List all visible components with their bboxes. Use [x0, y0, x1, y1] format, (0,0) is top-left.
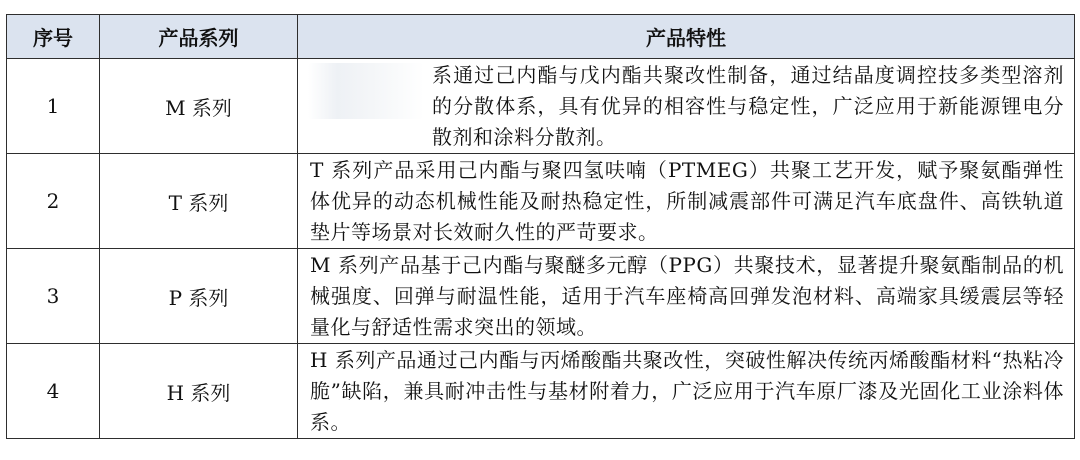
redaction-blur	[308, 63, 424, 119]
row-feature-description: H 系列产品通过己内酯与丙烯酸酯共聚改性，突破性解决传统丙烯酸酯材料“热粘冷脆”缺陷，兼具耐冲击性与基材附着力，广泛应用于汽车原厂漆及光固化工业涂料体系。	[298, 344, 1075, 439]
table-header-row	[7, 15, 1075, 59]
row-feature-description: M 系列产品基于己内酯与聚醚多元醇（PPG）共聚技术，显著提升聚氨酯制品的机械强度、回弹与耐温性能，适用于汽车座椅高回弹发泡材料、高端家具缓震层等轻量化与舒适性需求突出的领域。	[298, 249, 1075, 344]
row-feature-text: 系通过己内酯与戊内酯共聚改性制备，通过结晶度调控技多类型溶剂的分散体系，具有优异的相容性与稳定性，广泛应用于新能源锂电分散剂和涂料分散剂。	[432, 62, 1064, 149]
row-series-name: T 系列	[100, 154, 298, 249]
row-series-name: M 系列	[100, 59, 298, 154]
row-feature-description: T 系列产品采用己内酯与聚四氢呋喃（PTMEG）共聚工艺开发，赋予聚氨酯弹性体优异的动态机械性能及耐热稳定性，所制减震部件可满足汽车底盘件、高铁轨道垫片等场景对长效耐久性的严苛要求。	[298, 154, 1075, 249]
table-row	[7, 344, 1075, 439]
table-row	[7, 249, 1075, 344]
table-row	[7, 154, 1075, 249]
row-serial-no: 1	[7, 59, 100, 154]
row-serial-no: 3	[7, 249, 100, 344]
row-serial-no: 2	[7, 154, 100, 249]
row-feature-description	[298, 59, 1075, 154]
row-serial-no: 4	[7, 344, 100, 439]
product-series-table	[6, 14, 1075, 439]
header-product-features: 产品特性	[298, 15, 1075, 59]
table-row	[7, 59, 1075, 154]
row-series-name: H 系列	[100, 344, 298, 439]
header-serial-no: 序号	[7, 15, 100, 59]
header-product-series: 产品系列	[100, 15, 298, 59]
row-series-name: P 系列	[100, 249, 298, 344]
